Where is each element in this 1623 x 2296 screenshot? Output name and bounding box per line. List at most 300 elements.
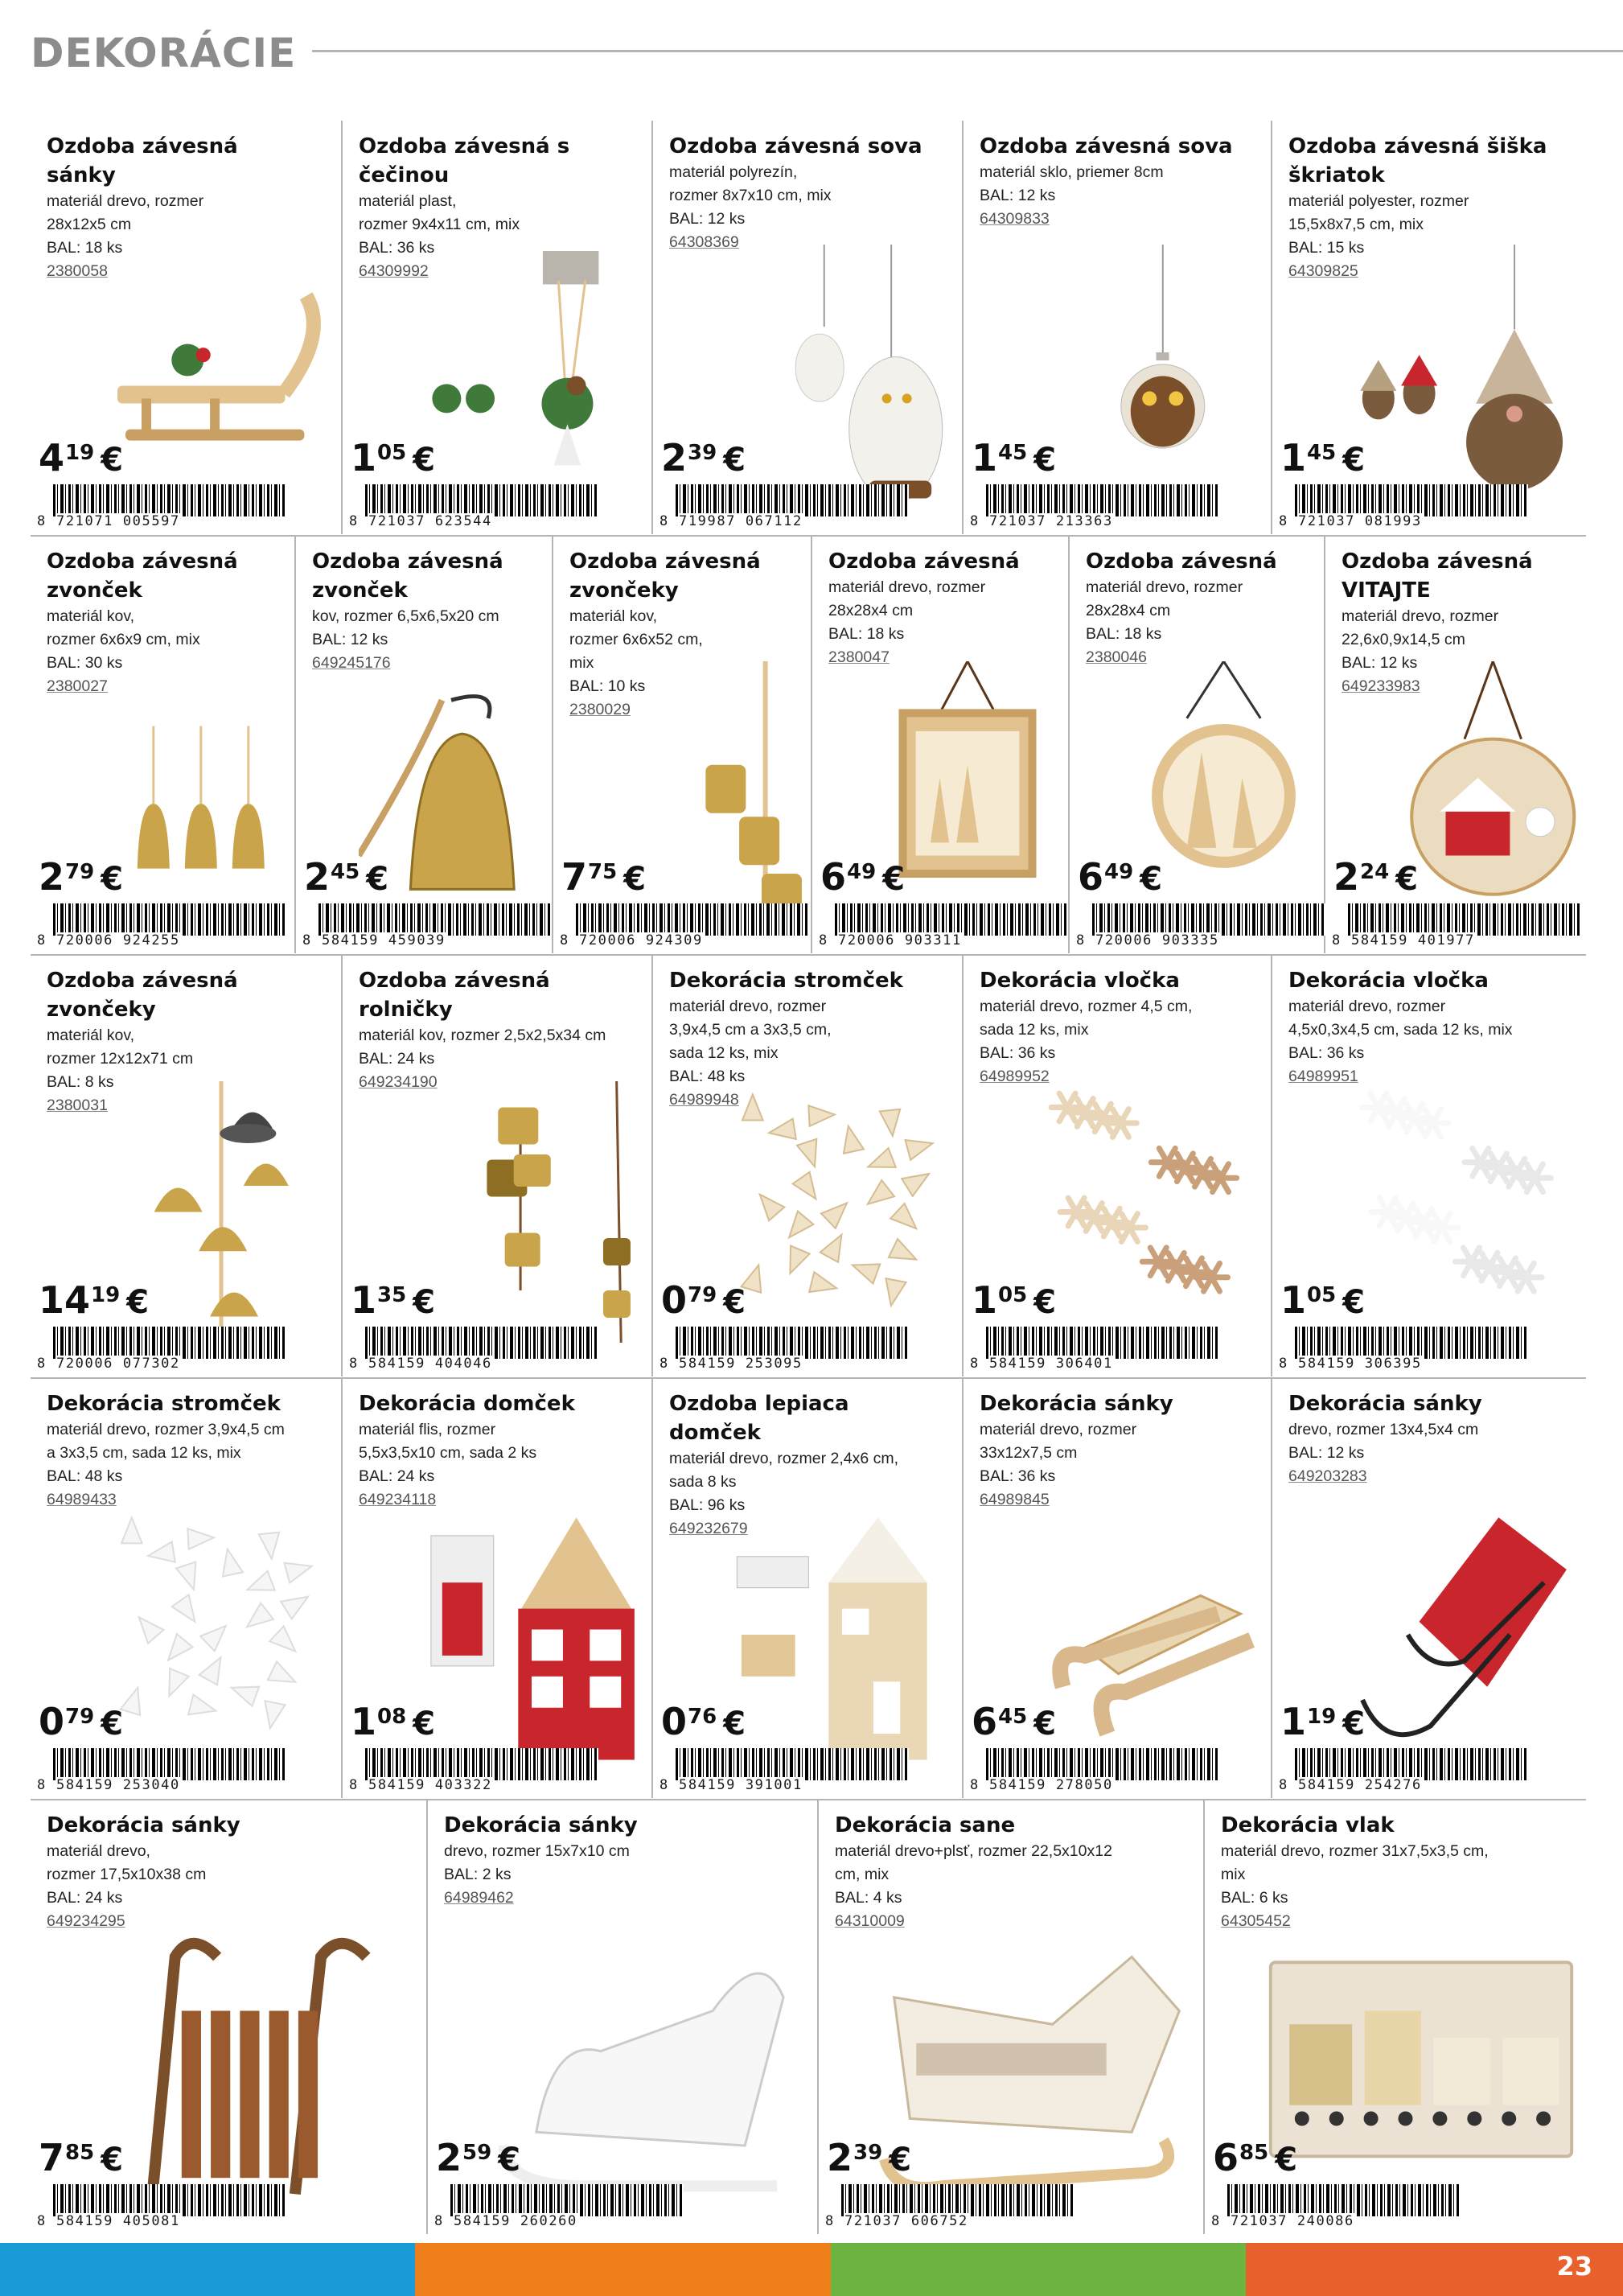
- price: [561, 855, 647, 899]
- price-cents: 39: [688, 441, 717, 465]
- product-image-white-owl: [730, 245, 954, 501]
- currency-symbol: €: [101, 861, 124, 898]
- barcode-first-digit: 8: [819, 932, 828, 948]
- barcode: [659, 1748, 925, 1793]
- price: [39, 855, 124, 899]
- barcode-first-digit: 8: [349, 1356, 358, 1372]
- currency-symbol: €: [366, 861, 389, 898]
- product-spec-line: BAL: 12 ks: [312, 631, 388, 648]
- barcode: [37, 2184, 302, 2229]
- price-whole: 14: [39, 1278, 91, 1322]
- product-card[interactable]: [426, 1800, 817, 2234]
- barcode-bars: [365, 484, 598, 516]
- product-spec-line: 22,6x0,9x14,5 cm: [1342, 631, 1465, 648]
- product-card[interactable]: [341, 955, 651, 1376]
- barcode-first-digit: 8: [1076, 932, 1085, 948]
- barcode-bars: [53, 903, 286, 936]
- product-name: Dekorácia sane: [835, 1813, 1016, 1837]
- product-card[interactable]: [294, 536, 552, 953]
- price-whole: 6: [1213, 2136, 1239, 2179]
- product-spec-line: BAL: 18 ks: [47, 239, 123, 257]
- product-spec-line: materiál kov,: [569, 607, 658, 625]
- product-name: Ozdoba závesná sova: [669, 134, 922, 158]
- price: [1280, 1278, 1366, 1322]
- barcode-first-digit: 8: [970, 1777, 979, 1793]
- currency-symbol: €: [101, 2142, 124, 2179]
- price-whole: 2: [39, 855, 65, 899]
- price-whole: 2: [436, 2136, 462, 2179]
- product-code: 2380046: [1086, 648, 1147, 666]
- barcode-first-digit: 8: [970, 1356, 979, 1372]
- product-spec-line: BAL: 36 ks: [980, 1044, 1056, 1062]
- product-image-wood-trees: [730, 1081, 954, 1343]
- barcode-bars: [1092, 903, 1325, 936]
- product-code: 649234190: [359, 1073, 438, 1091]
- price: [39, 436, 124, 479]
- barcode: [560, 903, 828, 948]
- price-whole: 1: [1280, 1278, 1307, 1322]
- product-name: Dekorácia domček: [359, 1392, 575, 1416]
- product-code: 2380047: [828, 648, 890, 666]
- barcode-digits: 720006 903311: [838, 932, 962, 948]
- barcode-first-digit: 8: [349, 1777, 358, 1793]
- product-card[interactable]: [341, 1378, 651, 1798]
- barcode-digits: 584159 401977: [1351, 932, 1475, 948]
- price-whole: 2: [827, 2136, 853, 2179]
- barcode: [302, 903, 568, 948]
- product-code: 649245176: [312, 654, 391, 672]
- product-card[interactable]: [811, 536, 1068, 953]
- product-spec-line: materiál flis, rozmer: [359, 1421, 496, 1438]
- currency-symbol: €: [413, 1706, 436, 1743]
- currency-symbol: €: [1033, 1284, 1057, 1321]
- price-cents: 19: [65, 441, 95, 465]
- product-spec-line: BAL: 12 ks: [1288, 1444, 1365, 1462]
- price: [39, 1278, 150, 1322]
- barcode: [349, 484, 614, 529]
- product-spec-line: materiál drevo, rozmer: [1288, 998, 1446, 1015]
- product-name: Dekorácia sánky: [444, 1813, 638, 1837]
- price-cents: 45: [1307, 441, 1337, 465]
- product-spec-line: BAL: 10 ks: [569, 677, 646, 695]
- product-name: Dekorácia vlak: [1221, 1813, 1395, 1837]
- price-whole: 2: [1333, 855, 1360, 899]
- product-code: 64309992: [359, 262, 429, 280]
- barcode-bars: [1295, 1748, 1528, 1780]
- barcode-digits: 720006 077302: [56, 1356, 180, 1372]
- product-card[interactable]: [1324, 536, 1586, 953]
- product-card[interactable]: [31, 121, 341, 534]
- barcode-digits: 721037 081993: [1298, 513, 1422, 529]
- currency-symbol: €: [1033, 1706, 1057, 1743]
- product-name: Dekorácia sánky: [1288, 1392, 1482, 1416]
- price-cents: 79: [65, 1705, 95, 1729]
- product-spec-line: materiál plast,: [359, 192, 457, 210]
- product-spec-line: materiál drevo, rozmer: [47, 192, 204, 210]
- price: [661, 436, 746, 479]
- product-spec-line: rozmer 12x12x71 cm: [47, 1050, 194, 1068]
- product-row: [31, 955, 1586, 1376]
- barcode-first-digit: 8: [970, 513, 979, 529]
- barcode-bars: [318, 903, 552, 936]
- product-spec-line: BAL: 4 ks: [835, 1889, 902, 1907]
- product-card[interactable]: [651, 955, 962, 1376]
- product-code: 64309825: [1288, 262, 1358, 280]
- product-spec-line: rozmer 8x7x10 cm, mix: [669, 187, 832, 204]
- price: [972, 1278, 1057, 1322]
- barcode-digits: 721071 005597: [56, 513, 180, 529]
- barcode: [1211, 2184, 1477, 2229]
- barcode-bars: [53, 1748, 286, 1780]
- footer-bar: [0, 2243, 1623, 2296]
- barcode-digits: 720006 924255: [56, 932, 180, 948]
- product-spec-line: kov, rozmer 6,5x6,5x20 cm: [312, 607, 499, 625]
- product-code: 64989433: [47, 1491, 117, 1508]
- product-spec-line: BAL: 36 ks: [359, 239, 435, 257]
- barcode-bars: [1295, 1327, 1528, 1359]
- header-rule: [312, 50, 1623, 52]
- product-image-white-flakes: [1351, 1081, 1578, 1343]
- barcode-first-digit: 8: [302, 932, 311, 948]
- product-spec-line: materiál sklo, priemer 8cm: [980, 163, 1164, 181]
- barcode-digits: 584159 278050: [989, 1777, 1113, 1793]
- product-spec-line: materiál drevo+plsť, rozmer 22,5x10x12 cm, mix: [835, 1842, 1112, 1883]
- product-spec-line: BAL: 8 ks: [47, 1073, 114, 1091]
- barcode-digits: 584159 306395: [1298, 1356, 1422, 1372]
- product-card[interactable]: [1271, 1378, 1586, 1798]
- barcode-digits: 721037 240086: [1231, 2213, 1354, 2229]
- price-whole: 1: [1280, 1700, 1307, 1743]
- product-spec-line: BAL: 36 ks: [980, 1467, 1056, 1485]
- barcode-digits: 584159 404046: [368, 1356, 492, 1372]
- product-spec-line: rozmer 6x6x52 cm,: [569, 631, 703, 648]
- product-spec-line: materiál drevo, rozmer: [828, 578, 986, 596]
- product-code: 64308369: [669, 233, 739, 251]
- product-spec-line: BAL: 24 ks: [47, 1889, 123, 1907]
- product-code: 64989952: [980, 1068, 1050, 1085]
- product-card[interactable]: [962, 121, 1271, 534]
- product-spec-line: BAL: 24 ks: [359, 1467, 435, 1485]
- product-card[interactable]: [1068, 536, 1324, 953]
- price-whole: 1: [972, 436, 998, 479]
- product-name: Ozdoba závesná s čečinou: [359, 134, 570, 187]
- currency-symbol: €: [498, 2142, 521, 2179]
- product-spec-line: sada 8 ks: [669, 1473, 737, 1491]
- product-spec-line: materiál polyester, rozmer: [1288, 192, 1469, 210]
- product-spec-line: a 3x3,5 cm, sada 12 ks, mix: [47, 1444, 241, 1462]
- product-image-three-bells: [97, 661, 286, 920]
- product-spec-line: 28x28x4 cm: [1086, 602, 1171, 619]
- product-code: 2380029: [569, 701, 631, 718]
- product-card[interactable]: [1271, 121, 1586, 534]
- product-spec-line: materiál drevo, rozmer: [1086, 578, 1243, 596]
- currency-symbol: €: [1342, 442, 1366, 479]
- price-cents: 35: [377, 1283, 407, 1307]
- product-image-white-trees: [109, 1504, 333, 1765]
- product-card[interactable]: [651, 121, 962, 534]
- currency-symbol: €: [126, 1284, 150, 1321]
- barcode-first-digit: 8: [1211, 2213, 1220, 2229]
- price-whole: 6: [820, 855, 847, 899]
- price-cents: 45: [998, 441, 1028, 465]
- barcode: [825, 2184, 1091, 2229]
- product-name: Ozdoba závesná zvonček: [312, 549, 503, 603]
- product-spec-line: BAL: 30 ks: [47, 654, 123, 672]
- product-spec-line: rozmer 17,5x10x38 cm: [47, 1866, 207, 1883]
- currency-symbol: €: [723, 442, 746, 479]
- product-spec-line: materiál polyrezín,: [669, 163, 798, 181]
- price-cents: 45: [998, 1705, 1028, 1729]
- currency-symbol: €: [1033, 442, 1057, 479]
- product-card[interactable]: [31, 1378, 341, 1798]
- product-spec-line: BAL: 96 ks: [669, 1496, 746, 1514]
- barcode-digits: 720006 924309: [579, 932, 703, 948]
- price-cents: 05: [377, 441, 407, 465]
- product-code: 649234118: [359, 1491, 437, 1508]
- barcode-bars: [986, 1748, 1219, 1780]
- product-spec-line: BAL: 12 ks: [669, 210, 746, 228]
- currency-symbol: €: [1342, 1706, 1366, 1743]
- product-card[interactable]: [341, 121, 651, 534]
- price-whole: 1: [1280, 436, 1307, 479]
- barcode-bars: [450, 2184, 684, 2216]
- barcode-digits: 584159 391001: [679, 1777, 803, 1793]
- barcode-digits: 720006 903335: [1095, 932, 1219, 948]
- product-code: 2380027: [47, 677, 108, 695]
- barcode-bars: [576, 903, 809, 936]
- product-spec-line: BAL: 12 ks: [1342, 654, 1418, 672]
- barcode-bars: [53, 484, 286, 516]
- barcode-digits: 721037 213363: [989, 513, 1113, 529]
- barcode-digits: 719987 067112: [679, 513, 803, 529]
- product-spec-line: BAL: 15 ks: [1288, 239, 1365, 257]
- product-card[interactable]: [651, 1378, 962, 1798]
- price-cents: 79: [65, 860, 95, 884]
- product-spec-line: materiál drevo, rozmer 4,5 cm,: [980, 998, 1193, 1015]
- product-spec-line: BAL: 24 ks: [359, 1050, 435, 1068]
- product-card[interactable]: [1203, 1800, 1586, 2234]
- product-card[interactable]: [962, 955, 1271, 1376]
- product-name: Ozdoba závesná rolničky: [359, 969, 550, 1022]
- barcode: [1279, 484, 1544, 529]
- price: [39, 1700, 124, 1743]
- barcode: [819, 903, 1084, 948]
- product-spec-line: materiál drevo,: [47, 1842, 150, 1860]
- product-spec-line: drevo, rozmer 13x4,5x4 cm: [1288, 1421, 1479, 1438]
- product-code: 64989845: [980, 1491, 1050, 1508]
- product-spec-line: BAL: 18 ks: [1086, 625, 1162, 643]
- price-cents: 75: [588, 860, 618, 884]
- product-row: [31, 1378, 1586, 1798]
- price: [39, 2136, 124, 2179]
- barcode-digits: 584159 405081: [56, 2213, 180, 2229]
- product-name: Ozdoba závesná zvončeky: [47, 969, 238, 1022]
- currency-symbol: €: [101, 1706, 124, 1743]
- barcode-digits: 584159 459039: [322, 932, 446, 948]
- product-code: 2380058: [47, 262, 108, 280]
- barcode: [37, 484, 302, 529]
- price-cents: 49: [847, 860, 877, 884]
- product-spec-line: rozmer 6x6x9 cm, mix: [47, 631, 200, 648]
- product-image-train: [1264, 1930, 1578, 2199]
- product-spec-line: 33x12x7,5 cm: [980, 1444, 1078, 1462]
- currency-symbol: €: [101, 442, 124, 479]
- barcode-bars: [841, 2184, 1074, 2216]
- barcode-first-digit: 8: [434, 2213, 443, 2229]
- barcode-bars: [676, 1327, 909, 1359]
- product-image-wood-house: [730, 1504, 954, 1765]
- product-spec-line: materiál drevo, rozmer: [1342, 607, 1499, 625]
- price-whole: 2: [661, 436, 688, 479]
- product-name: Dekorácia vločka: [1288, 969, 1489, 993]
- page-header: [31, 29, 1623, 77]
- price-cents: 59: [462, 2141, 492, 2165]
- price: [1333, 855, 1419, 899]
- price-whole: 6: [972, 1700, 998, 1743]
- product-spec-line: materiál drevo, rozmer 2,4x6 cm,: [669, 1450, 899, 1467]
- product-card[interactable]: [31, 955, 341, 1376]
- currency-symbol: €: [723, 1706, 746, 1743]
- price: [972, 436, 1057, 479]
- product-spec-line: mix: [1221, 1866, 1246, 1883]
- product-row: [31, 536, 1586, 953]
- page-title: DEKORÁCIE: [31, 30, 297, 76]
- product-name: Dekorácia vločka: [980, 969, 1180, 993]
- barcode-bars: [986, 484, 1219, 516]
- product-spec-line: BAL: 48 ks: [669, 1068, 746, 1085]
- product-card[interactable]: [552, 536, 811, 953]
- barcode-first-digit: 8: [37, 513, 46, 529]
- product-spec-line: mix: [569, 654, 594, 672]
- price: [1280, 1700, 1366, 1743]
- product-card[interactable]: [962, 1378, 1271, 1798]
- product-image-white-sleigh: [488, 1930, 809, 2199]
- barcode-digits: 584159 254276: [1298, 1777, 1422, 1793]
- barcode-first-digit: 8: [349, 513, 358, 529]
- currency-symbol: €: [413, 1284, 436, 1321]
- product-name: Dekorácia sánky: [980, 1392, 1173, 1416]
- product-code: 64305452: [1221, 1912, 1291, 1930]
- product-card[interactable]: [1271, 955, 1586, 1376]
- barcode-first-digit: 8: [37, 1356, 46, 1372]
- product-spec-line: 5,5x3,5x10 cm, sada 2 ks: [359, 1444, 537, 1462]
- barcode-first-digit: 8: [659, 1356, 668, 1372]
- price: [820, 855, 906, 899]
- product-card[interactable]: [31, 536, 294, 953]
- price-whole: 0: [661, 1278, 688, 1322]
- footer-segment-blue: [0, 2243, 415, 2296]
- price-whole: 1: [351, 1700, 377, 1743]
- product-card[interactable]: [817, 1800, 1203, 2234]
- product-image-jingle-bells: [420, 1081, 643, 1343]
- barcode-bars: [676, 484, 909, 516]
- price-cents: 19: [91, 1283, 121, 1307]
- barcode-first-digit: 8: [659, 513, 668, 529]
- barcode-bars: [1295, 484, 1528, 516]
- barcode-first-digit: 8: [37, 2213, 46, 2229]
- barcode: [434, 2184, 700, 2229]
- price-whole: 2: [304, 855, 331, 899]
- product-code: 64310009: [835, 1912, 905, 1930]
- product-spec-line: drevo, rozmer 15x7x10 cm: [444, 1842, 630, 1860]
- barcode: [970, 484, 1235, 529]
- price-cents: 85: [65, 2141, 95, 2165]
- price-cents: 39: [853, 2141, 883, 2165]
- product-name: Dekorácia stromček: [47, 1392, 281, 1416]
- price-cents: 05: [998, 1283, 1028, 1307]
- product-spec-line: materiál drevo, rozmer 31x7,5x3,5 cm,: [1221, 1842, 1489, 1860]
- barcode: [37, 1748, 302, 1793]
- product-spec-line: BAL: 48 ks: [47, 1467, 123, 1485]
- price-cents: 08: [377, 1705, 407, 1729]
- barcode-digits: 721037 623544: [368, 513, 492, 529]
- price: [304, 855, 389, 899]
- price-cents: 05: [1307, 1283, 1337, 1307]
- product-name: Ozdoba lepiaca domček: [669, 1392, 849, 1445]
- barcode-digits: 721037 606752: [844, 2213, 968, 2229]
- barcode: [659, 484, 925, 529]
- product-image-wood-flakes: [1041, 1081, 1263, 1343]
- barcode: [970, 1748, 1235, 1793]
- product-name: Ozdoba závesná šiška škriatok: [1288, 134, 1547, 187]
- price-cents: 85: [1239, 2141, 1269, 2165]
- price: [351, 1700, 436, 1743]
- product-name: Ozdoba závesná zvonček: [47, 549, 238, 603]
- barcode-first-digit: 8: [37, 1777, 46, 1793]
- product-spec-line: materiál drevo, rozmer 3,9x4,5 cm: [47, 1421, 285, 1438]
- barcode: [37, 903, 302, 948]
- page-number: 23: [1556, 2251, 1592, 2282]
- currency-symbol: €: [413, 442, 436, 479]
- price: [827, 2136, 912, 2179]
- product-image-red-sled: [1351, 1504, 1578, 1765]
- product-image-red-house: [420, 1504, 643, 1765]
- barcode-bars: [1348, 903, 1581, 936]
- barcode: [349, 1327, 614, 1372]
- currency-symbol: €: [623, 861, 647, 898]
- product-card[interactable]: [31, 1800, 426, 2234]
- barcode-bars: [365, 1748, 598, 1780]
- price-cents: 79: [688, 1283, 717, 1307]
- barcode: [659, 1327, 925, 1372]
- currency-symbol: €: [723, 1284, 746, 1321]
- product-spec-line: materiál drevo, rozmer: [669, 998, 827, 1015]
- price: [436, 2136, 521, 2179]
- barcode-bars: [986, 1327, 1219, 1359]
- product-name: Ozdoba závesná sánky: [47, 134, 238, 187]
- price: [661, 1700, 746, 1743]
- product-row: [31, 121, 1586, 534]
- barcode-digits: 584159 253095: [679, 1356, 803, 1372]
- price-cents: 49: [1104, 860, 1134, 884]
- currency-symbol: €: [1140, 861, 1163, 898]
- product-spec-line: rozmer 9x4x11 cm, mix: [359, 216, 520, 233]
- product-spec-line: BAL: 18 ks: [828, 625, 905, 643]
- currency-symbol: €: [889, 2142, 912, 2179]
- price: [1280, 436, 1366, 479]
- product-spec-line: BAL: 2 ks: [444, 1866, 512, 1883]
- product-code: 649232679: [669, 1520, 748, 1537]
- barcode: [1279, 1748, 1544, 1793]
- product-code: 2380031: [47, 1097, 108, 1114]
- barcode-bars: [1227, 2184, 1461, 2216]
- footer-segment-orange: [415, 2243, 831, 2296]
- barcode-first-digit: 8: [560, 932, 569, 948]
- barcode: [970, 1327, 1235, 1372]
- product-spec-line: 28x28x4 cm: [828, 602, 914, 619]
- barcode-first-digit: 8: [37, 932, 46, 948]
- price: [351, 1278, 436, 1322]
